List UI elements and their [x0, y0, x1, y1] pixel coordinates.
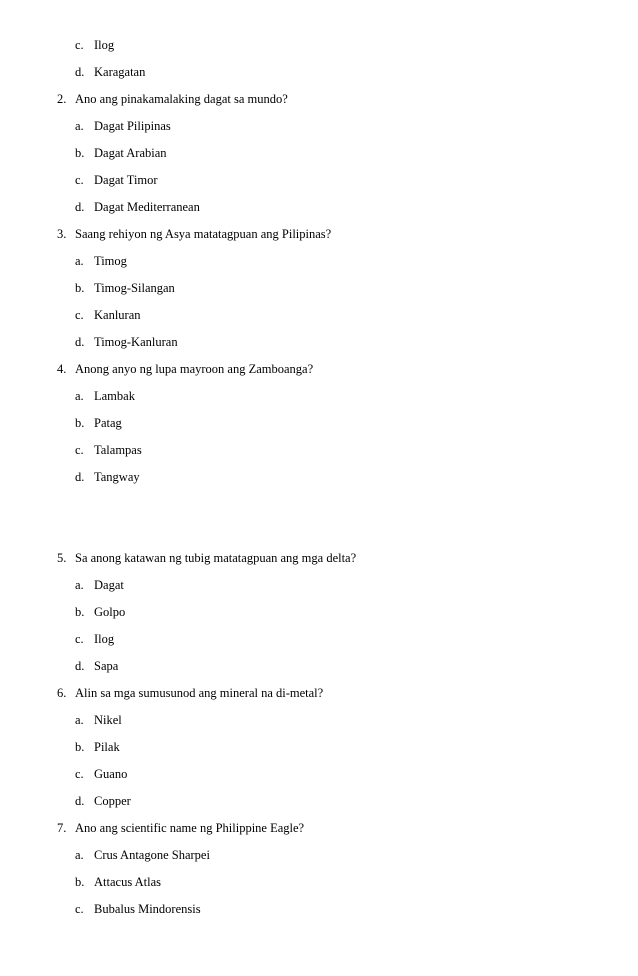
option-letter: d.: [75, 335, 85, 349]
question-text: Saang rehiyon ng Asya matatagpuan ang Pilipinas?: [75, 227, 332, 241]
option-letter: d.: [75, 470, 85, 484]
question-number: 4.: [57, 362, 67, 376]
option-letter: a.: [75, 119, 84, 133]
question-number: 5.: [57, 551, 67, 565]
option-letter: b.: [75, 416, 85, 430]
option-letter: a.: [75, 254, 84, 268]
option-text: Sapa: [94, 659, 119, 673]
option-text: Pilak: [94, 740, 120, 754]
option-letter: b.: [75, 875, 85, 889]
option-letter: c.: [75, 443, 84, 457]
option-text: Dagat Timor: [94, 173, 158, 187]
option-letter: a.: [75, 713, 84, 727]
option-text: Lambak: [94, 389, 135, 403]
option-text: Crus Antagone Sharpei: [94, 848, 210, 862]
option-text: Golpo: [94, 605, 126, 619]
question-text: Ano ang pinakamalaking dagat sa mundo?: [75, 92, 288, 106]
option-text: Patag: [94, 416, 122, 430]
option-letter: c.: [75, 308, 84, 322]
option-letter: b.: [75, 146, 85, 160]
question-number: 7.: [57, 821, 67, 835]
option-text: Nikel: [94, 713, 122, 727]
option-text: Bubalus Mindorensis: [94, 902, 201, 916]
option-text: Dagat Arabian: [94, 146, 167, 160]
question-number: 2.: [57, 92, 67, 106]
option-text: Karagatan: [94, 65, 146, 79]
option-text: Guano: [94, 767, 128, 781]
option-text: Timog-Kanluran: [94, 335, 178, 349]
option-text: Dagat: [94, 578, 124, 592]
option-letter: d.: [75, 200, 85, 214]
option-text: Talampas: [94, 443, 142, 457]
option-letter: a.: [75, 578, 84, 592]
question-text: Ano ang scientific name ng Philippine Eagle?: [75, 821, 305, 835]
option-text: Ilog: [94, 632, 115, 646]
option-letter: b.: [75, 281, 85, 295]
option-letter: c.: [75, 173, 84, 187]
option-letter: d.: [75, 65, 85, 79]
option-letter: c.: [75, 38, 84, 52]
option-text: Attacus Atlas: [94, 875, 162, 889]
option-text: Dagat Mediterranean: [94, 200, 200, 214]
option-letter: c.: [75, 632, 84, 646]
question-text: Sa anong katawan ng tubig matatagpuan ang mga delta?: [75, 551, 357, 565]
question-text: Alin sa mga sumusunod ang mineral na di-metal?: [75, 686, 324, 700]
option-text: Timog: [94, 254, 127, 268]
question-number: 3.: [57, 227, 67, 241]
option-letter: b.: [75, 740, 85, 754]
question-number: 6.: [57, 686, 67, 700]
option-letter: c.: [75, 902, 84, 916]
option-text: Dagat Pilipinas: [94, 119, 171, 133]
option-letter: d.: [75, 659, 85, 673]
option-letter: b.: [75, 605, 85, 619]
option-letter: d.: [75, 794, 85, 808]
option-letter: c.: [75, 767, 84, 781]
option-text: Timog-Silangan: [94, 281, 175, 295]
option-letter: a.: [75, 848, 84, 862]
question-text: Anong anyo ng lupa mayroon ang Zamboanga?: [75, 362, 314, 376]
option-text: Kanluran: [94, 308, 141, 322]
option-text: Tangway: [94, 470, 140, 484]
option-text: Copper: [94, 794, 131, 808]
option-letter: a.: [75, 389, 84, 403]
option-text: Ilog: [94, 38, 115, 52]
